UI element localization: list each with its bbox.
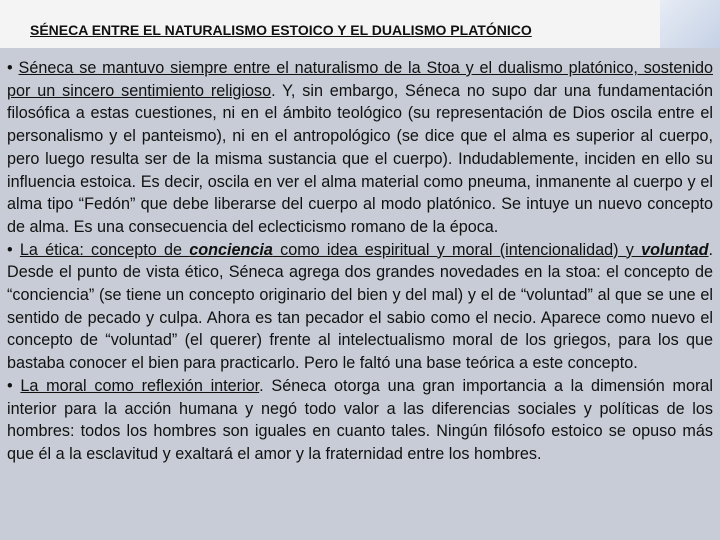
term-conciencia: conciencia bbox=[189, 240, 273, 259]
paragraph-naturalismo bbox=[7, 57, 713, 239]
content-box bbox=[0, 48, 720, 540]
paragraph-etica bbox=[7, 239, 713, 375]
paragraph-lead-continued: como idea espiritual y moral (intencionalidad) y bbox=[272, 240, 642, 259]
term-voluntad: voluntad bbox=[641, 240, 709, 259]
paragraph-text: . Desde el punto de vista ético, Séneca agrega dos grandes novedades en la stoa: el concepto de “conciencia” (se tiene un concepto originario del bien y del mal) y el de “voluntad” al que se une el sentido de pecado y culpa. Ahora es tan pecador el sabio como el necio. Aparece como nuevo el concepto de “voluntad” (el querer) frente al intelectualismo moral de los griegos, para los que bastaba conocer el bien para practicarlo. Pero le faltó una base teórica a este concepto. bbox=[7, 240, 714, 373]
slide-title: SÉNECA ENTRE EL NATURALISMO ESTOICO Y EL DUALISMO PLATÓNICO bbox=[30, 22, 532, 38]
body-text bbox=[7, 57, 713, 466]
bullet-marker: • bbox=[7, 376, 13, 395]
paragraph-text: . Y, sin embargo, Séneca no supo dar una fundamentación filosófica a estas cuestiones, ni en el ámbito teológico (su representación de Dios oscila entre el personalismo y el panteismo), ni en el antropológico (se dice que el alma es superior al cuerpo, pero luego resulta ser de la misma sustancia que el cuerpo). Indudablemente, inciden en ello su influencia estoica. Es decir, oscila en ver el alma material como pneuma, inmanente al cuerpo y el alma tipo “Fedón” que debe liberarse del cuerpo al modo platónico. Se intuye un nuevo concepto de alma. Es una consecuencia del eclecticismo romano de la época. bbox=[7, 81, 713, 236]
paragraph-lead: La ética: concepto de bbox=[19, 240, 190, 259]
bullet-marker: • bbox=[7, 59, 13, 77]
title-bar bbox=[0, 0, 720, 48]
paragraph-moral bbox=[7, 375, 713, 466]
bullet-marker: • bbox=[7, 240, 13, 259]
paragraph-lead: Séneca se mantuvo siempre entre el naturalismo de la Stoa y el dualismo platónico, sostenido por un sincero sentimiento religioso bbox=[7, 59, 713, 100]
paragraph-lead: La moral como reflexión interior bbox=[20, 376, 260, 395]
paragraph-text: . Séneca otorga una gran importancia a la dimensión moral interior para la acción humana y negó todo valor a las diferencias sociales y políticas de los hombres: todos los hombres son iguales en cuanto tales. Ningún filósofo estoico se opuso más que él a la esclavitud y exaltará el amor y la fraternidad entre los hombres. bbox=[7, 376, 713, 463]
